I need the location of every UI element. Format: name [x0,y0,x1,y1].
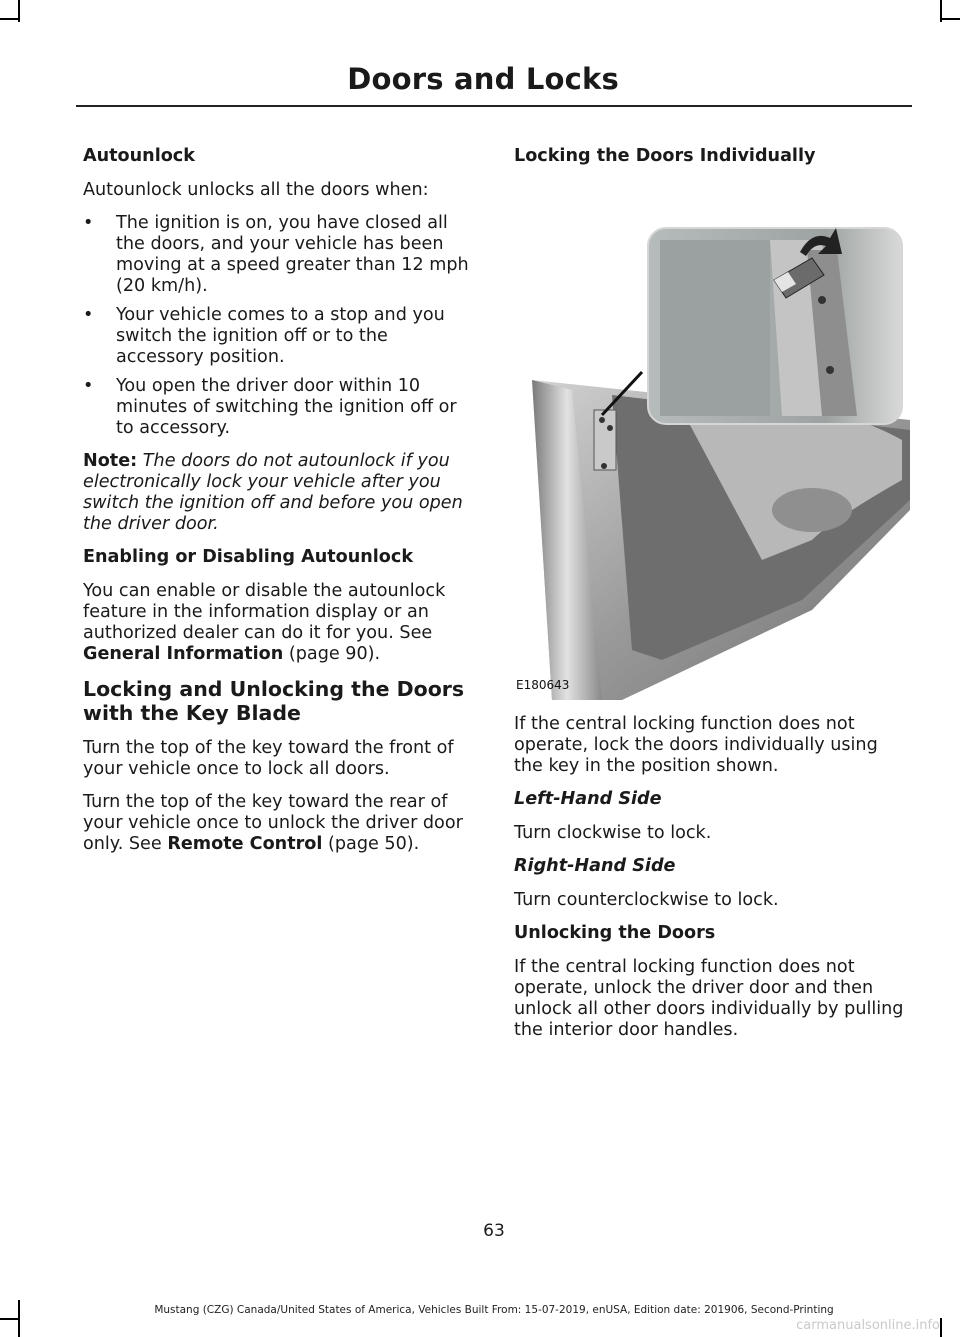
page-reference: (page 90). [288,644,381,664]
key-blade-heading: Locking and Unlocking the Doors with the Key Blade [83,677,465,725]
note-text: The doors do not autounlock if you electronically lock your vehicle after you switch the ignition off and before you open the driver door. [83,451,463,534]
note [83,451,478,535]
enabling-paragraph [83,581,478,665]
header-rule [76,105,912,107]
list-item [83,213,478,297]
key-blade-text-1: Turn the top of the key toward the front of your vehicle once to lock all doors. [83,738,454,779]
page-title: Doors and Locks [347,62,619,96]
central-locking-text: If the central locking function does not operate, lock the doors individually using the key in the position shown. [514,714,878,776]
bullet: • [83,213,94,233]
key-blade-paragraph-2 [83,792,478,855]
left-column [83,146,478,867]
crop-mark [940,18,960,20]
crop-mark [0,1318,20,1320]
footer-text: Mustang (CZG) Canada/United States of America, Vehicles Built From: 15-07-2019, enUSA, Edition date: 201906, Second-Printing [154,1304,834,1316]
list-item-text: You open the driver door within 10 minutes of switching the ignition off or to accessory. [116,376,457,438]
autounlock-list [83,213,478,439]
right-column [514,146,909,1053]
left-hand-side-text: Turn clockwise to lock. [514,823,712,843]
remote-control-link[interactable]: Remote Control [167,834,323,854]
bullet: • [83,376,94,396]
watermark: carmanualsonline.info [796,1318,940,1333]
page-number: 63 [483,1221,505,1241]
list-item-text: The ignition is on, you have closed all the doors, and your vehicle has been moving at a speed greater than 12 mph (20 km/h). [116,213,469,296]
general-information-link[interactable]: General Information [83,644,284,664]
autounlock-heading: Autounlock [83,146,195,166]
bullet: • [83,305,94,325]
crop-mark [940,1318,942,1337]
crop-mark [0,18,20,20]
door-lock-illustration [512,180,910,700]
unlocking-text: If the central locking function does not operate, unlock the driver door and then unlock all other doors individually by pulling the interior door handles. [514,957,904,1040]
unlocking-heading: Unlocking the Doors [514,923,716,943]
left-hand-side-heading: Left-Hand Side [514,789,662,809]
page-reference: (page 50). [328,834,420,854]
key-blade-text-2: Turn the top of the key toward the rear of your vehicle once to unlock the driver door only. See [83,792,463,854]
individual-heading: Locking the Doors Individually [514,146,816,166]
note-label: Note: [83,451,138,471]
list-item [83,305,478,368]
list-item [83,376,478,439]
list-item-text: Your vehicle comes to a stop and you switch the ignition off or to the accessory position. [116,305,445,367]
autounlock-intro: Autounlock unlocks all the doors when: [83,180,429,200]
enabling-text: You can enable or disable the autounlock feature in the information display or an authorized dealer can do it for you. See [83,581,446,643]
door-illustration-graphic [512,180,910,700]
right-hand-side-heading: Right-Hand Side [514,856,676,876]
right-hand-side-text: Turn counterclockwise to lock. [514,890,779,910]
figure-code: E180643 [516,678,570,692]
enabling-heading: Enabling or Disabling Autounlock [83,547,414,567]
